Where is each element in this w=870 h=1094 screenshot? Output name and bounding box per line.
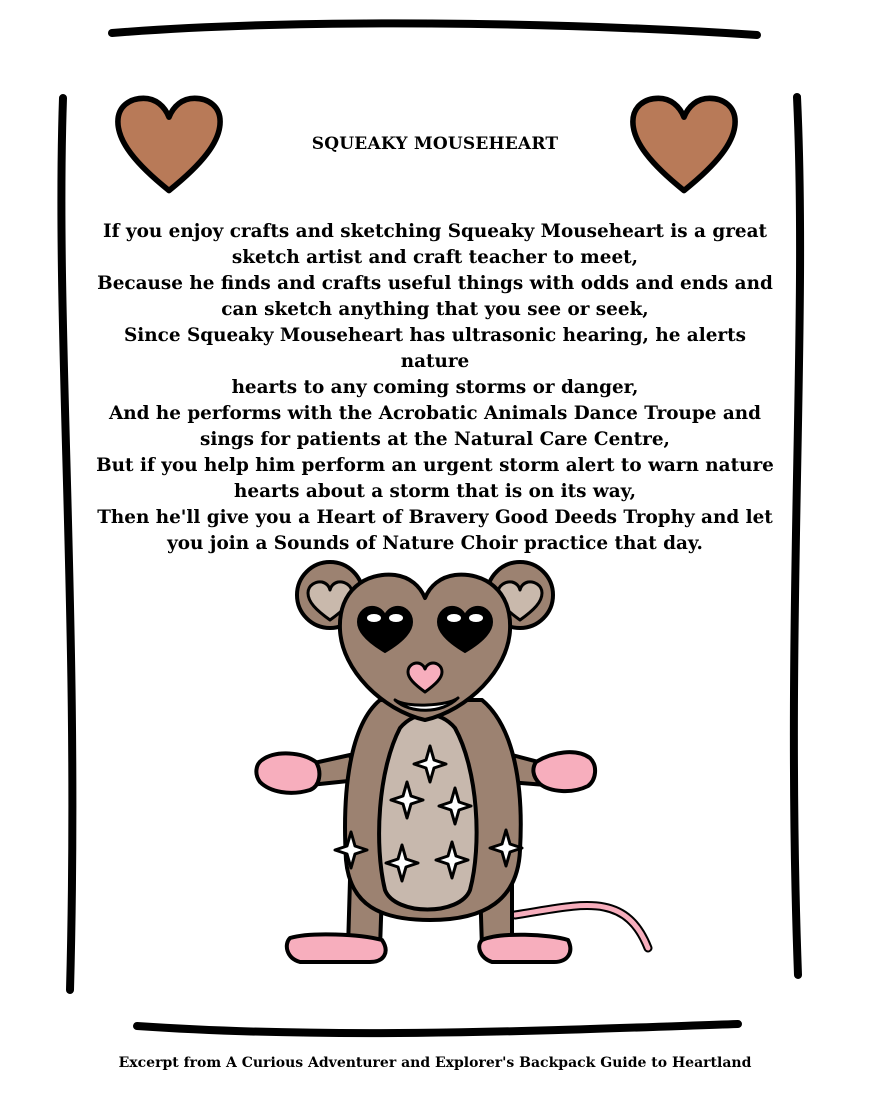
poem-line: can sketch anything that you see or seek, xyxy=(221,299,649,320)
mouse-left-hand xyxy=(256,753,319,792)
scroll-right-border xyxy=(794,97,800,975)
poem-line: If you enjoy crafts and sketching Squeaky Mouseheart is a great xyxy=(102,221,768,242)
poem-line: you join a Sounds of Nature Choir practice that day. xyxy=(167,533,703,554)
mouse-belly xyxy=(379,715,477,910)
poem-line: Because he finds and crafts useful things with odds and ends and xyxy=(97,273,773,294)
poem-line: hearts to any coming storms or danger, xyxy=(231,377,639,398)
poem-line: sketch artist and craft teacher to meet, xyxy=(231,247,639,268)
page-title: SQUEAKY MOUSEHEART xyxy=(311,134,559,154)
poem-line: But if you help him perform an urgent storm alert to warn nature xyxy=(96,455,774,476)
mouse-illustration xyxy=(250,560,660,980)
poem-line: hearts about a storm that is on its way, xyxy=(234,481,636,502)
scroll-top-border xyxy=(112,23,757,35)
poem xyxy=(95,219,775,557)
poem-line: And he performs with the Acrobatic Animals Dance Troupe and xyxy=(108,403,762,424)
mouse-left-foot xyxy=(287,934,386,962)
mouse-right-hand xyxy=(533,752,595,791)
scroll-bottom-border xyxy=(137,1024,738,1033)
poem-line: Since Squeaky Mouseheart has ultrasonic hearing, he alerts nature xyxy=(124,325,746,372)
footer-caption: Excerpt from A Curious Adventurer and Explorer's Backpack Guide to Heartland xyxy=(118,1055,752,1071)
poem-line: Then he'll give you a Heart of Bravery Good Deeds Trophy and let xyxy=(97,507,773,528)
poem-line: sings for patients at the Natural Care Centre, xyxy=(200,429,670,450)
mouse-head xyxy=(340,575,510,720)
scroll-left-border xyxy=(61,98,72,990)
mouse-right-foot xyxy=(479,935,570,962)
